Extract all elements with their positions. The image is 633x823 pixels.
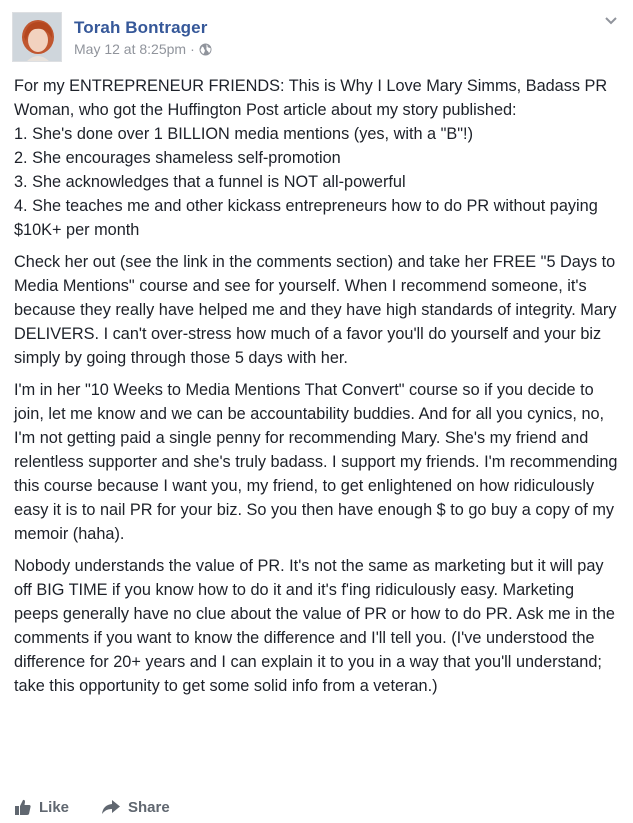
post-body — [14, 74, 620, 706]
list-item: 4. She teaches me and other kickass entrepreneurs how to do PR without paying $10K+ per month — [14, 197, 598, 239]
share-label: Share — [128, 798, 170, 816]
share-button[interactable] — [101, 798, 170, 816]
share-arrow-icon — [101, 798, 121, 816]
list-item: 3. She acknowledges that a funnel is NOT all-powerful — [14, 173, 406, 191]
post-meta — [74, 41, 212, 57]
avatar-photo — [13, 13, 62, 62]
post-paragraph: Check her out (see the link in the comments section) and take her FREE "5 Days to Media Mentions" course and see for yourself. When I recommend someone, it's because they really have helped me and they have high standards of integrity. Mary DELIVERS. I can't over-stress how much of a favor you'll do yourself and your biz simply by going through those 5 days with her. — [14, 253, 617, 367]
post-header — [12, 12, 621, 60]
post-paragraph: For my ENTREPRENEUR FRIENDS: This is Why I Love Mary Simms, Badass PR Woman, who got the Huffington Post article about my story published: — [14, 77, 608, 119]
globe-icon[interactable] — [199, 43, 212, 56]
like-button[interactable] — [14, 798, 69, 816]
author-name[interactable]: Torah Bontrager — [74, 18, 208, 37]
chevron-down-icon[interactable] — [603, 12, 619, 28]
avatar[interactable] — [12, 12, 62, 62]
thumbs-up-icon — [14, 798, 32, 816]
meta-separator: · — [190, 41, 195, 57]
list-item: 2. She encourages shameless self-promotion — [14, 149, 341, 167]
like-label: Like — [39, 798, 70, 816]
timestamp[interactable]: May 12 at 8:25pm — [74, 41, 187, 57]
post-paragraph: Nobody understands the value of PR. It's not the same as marketing but it will pay off BIG TIME if you know how to do it and it's f'ing ridiculously easy. Marketing peeps generally have no clue about the value of PR or how to do PR. Ask me in the comments if you want to know the difference and I'll tell you. (I've understood the difference for 20+ years and I can explain it to you in a way that you'll understand; take this opportunity to get some solid info from a veteran.) — [14, 557, 615, 695]
post-paragraph: I'm in her "10 Weeks to Media Mentions That Convert" course so if you decide to join, let me know and we can be accountability buddies. And for all you cynics, no, I'm not getting paid a single penny for recommending Mary. She's my friend and relentless supporter and she's truly badass. I support my friends. I'm recommending this course because I want you, my friend, to get enlightened on how ridiculously easy it is to nail PR for your biz. So you then have enough $ to go buy a copy of my memoir (haha). — [14, 381, 618, 543]
post-actions — [14, 794, 202, 820]
list-item: 1. She's done over 1 BILLION media mentions (yes, with a "B"!) — [14, 125, 473, 143]
